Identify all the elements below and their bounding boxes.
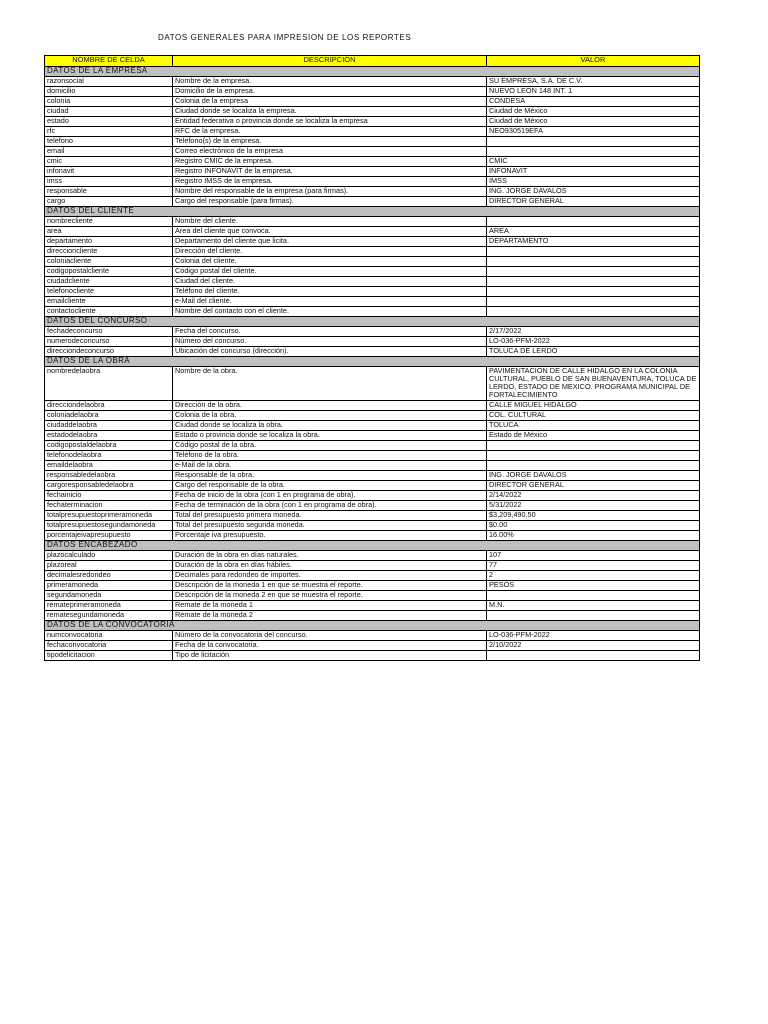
cell-name: ciudadcliente <box>45 277 173 287</box>
cell-name: coloniacliente <box>45 257 173 267</box>
cell-name: nombredelaobra <box>45 367 173 401</box>
cell-name: porcentajeivapresupuesto <box>45 531 173 541</box>
cell-value: 5/31/2022 <box>487 501 700 511</box>
table-body <box>45 67 700 661</box>
data-table <box>44 55 700 661</box>
cell-description: Teléfono del cliente. <box>173 287 487 297</box>
column-header-descripcion: DESCRIPCION <box>173 56 487 67</box>
cell-description: Nombre del cliente. <box>173 217 487 227</box>
table-row <box>45 401 700 411</box>
section-header <box>45 207 700 217</box>
table-row <box>45 137 700 147</box>
cell-description: Responsable de la obra. <box>173 471 487 481</box>
table-row <box>45 307 700 317</box>
cell-description: Código postal de la obra. <box>173 441 487 451</box>
cell-name: tipodelicitacion <box>45 651 173 661</box>
cell-value <box>487 247 700 257</box>
cell-description: Cargo del responsable (para firmas). <box>173 197 487 207</box>
cell-description: Porcentaje iva presupuesto. <box>173 531 487 541</box>
cell-value: COL. CULTURAL <box>487 411 700 421</box>
column-header-nombre: NOMBRE DE CELDA <box>45 56 173 67</box>
cell-description: Telefono(s) de la empresa. <box>173 137 487 147</box>
table-row <box>45 227 700 237</box>
table-row <box>45 481 700 491</box>
cell-value: ING. JORGE DAVALOS <box>487 471 700 481</box>
cell-name: infonavit <box>45 167 173 177</box>
cell-name: numconvocatoria <box>45 631 173 641</box>
cell-description: Fecha de inicio de la obra (con 1 en programa de obra). <box>173 491 487 501</box>
cell-description: Colonia de la obra. <box>173 411 487 421</box>
table-row <box>45 611 700 621</box>
cell-value <box>487 461 700 471</box>
table-row <box>45 107 700 117</box>
table-row <box>45 97 700 107</box>
cell-value: DEPARTAMENTO <box>487 237 700 247</box>
table-row <box>45 651 700 661</box>
table-row <box>45 197 700 207</box>
cell-name: codigopostalcliente <box>45 267 173 277</box>
cell-description: Nombre del contacto con el cliente. <box>173 307 487 317</box>
cell-description: Dirección de la obra. <box>173 401 487 411</box>
cell-name: ciudad <box>45 107 173 117</box>
cell-description: Duración de la obra en días hábiles. <box>173 561 487 571</box>
table-row <box>45 177 700 187</box>
table-row <box>45 421 700 431</box>
table-row <box>45 157 700 167</box>
cell-name: email <box>45 147 173 157</box>
table-row <box>45 511 700 521</box>
cell-value: TOLUCA DE LERDO <box>487 347 700 357</box>
table-row <box>45 147 700 157</box>
table-row <box>45 217 700 227</box>
cell-value: LO-036-PFM-2022 <box>487 337 700 347</box>
cell-description: Correo electrónico de la empresa <box>173 147 487 157</box>
cell-description: Ciudad donde se localiza la empresa. <box>173 107 487 117</box>
table-row <box>45 521 700 531</box>
cell-value <box>487 287 700 297</box>
cell-name: departamento <box>45 237 173 247</box>
cell-value: LO-036-PFM-2022 <box>487 631 700 641</box>
cell-name: remateprimeramoneda <box>45 601 173 611</box>
cell-name: primeramoneda <box>45 581 173 591</box>
cell-description: Remate de la moneda 1 <box>173 601 487 611</box>
section-title: DATOS DE LA OBRA <box>45 357 700 367</box>
cell-value: Ciudad de México <box>487 107 700 117</box>
cell-value: DIRECTOR GENERAL <box>487 481 700 491</box>
cell-value: PESOS <box>487 581 700 591</box>
cell-value: AREA <box>487 227 700 237</box>
cell-description: Colonia del cliente. <box>173 257 487 267</box>
section-title: DATOS DE LA CONVOCATORIA <box>45 621 700 631</box>
cell-name: segundamoneda <box>45 591 173 601</box>
cell-name: cargo <box>45 197 173 207</box>
table-row <box>45 267 700 277</box>
cell-value: NUEVO LEON 148 INT. 1 <box>487 87 700 97</box>
section-header <box>45 67 700 77</box>
cell-name: codigopostaldelaobra <box>45 441 173 451</box>
cell-value: 2 <box>487 571 700 581</box>
section-title: DATOS DEL CONCURSO <box>45 317 700 327</box>
table-row <box>45 451 700 461</box>
cell-description: Colonia de la empresa <box>173 97 487 107</box>
table-row <box>45 561 700 571</box>
table-row <box>45 491 700 501</box>
cell-value <box>487 267 700 277</box>
cell-name: responsabledelaobra <box>45 471 173 481</box>
cell-value <box>487 441 700 451</box>
cell-description: Fecha de terminación de la obra (con 1 en programa de obra). <box>173 501 487 511</box>
table-row <box>45 367 700 401</box>
cell-name: nombrecliente <box>45 217 173 227</box>
cell-value <box>487 147 700 157</box>
table-row <box>45 501 700 511</box>
cell-description: Remate de la moneda 2 <box>173 611 487 621</box>
table-row <box>45 327 700 337</box>
cell-value: CALLE MIGUEL HIDALGO <box>487 401 700 411</box>
cell-name: fechaconvocatoria <box>45 641 173 651</box>
section-title: DATOS DE LA EMPRESA <box>45 67 700 77</box>
cell-value <box>487 297 700 307</box>
cell-description: Teléfono de la obra. <box>173 451 487 461</box>
table-row <box>45 461 700 471</box>
cell-description: Nombre de la obra. <box>173 367 487 401</box>
cell-name: cmic <box>45 157 173 167</box>
cell-value: ING. JORGE DAVALOS <box>487 187 700 197</box>
cell-name: rematesegundamoneda <box>45 611 173 621</box>
table-row <box>45 257 700 267</box>
table-row <box>45 247 700 257</box>
cell-name: rfc <box>45 127 173 137</box>
cell-name: emailcliente <box>45 297 173 307</box>
cell-name: fechaterminacion <box>45 501 173 511</box>
cell-value: Estado de México <box>487 431 700 441</box>
cell-name: plazoreal <box>45 561 173 571</box>
cell-value: 2/14/2022 <box>487 491 700 501</box>
cell-value: 2/10/2022 <box>487 641 700 651</box>
cell-name: estado <box>45 117 173 127</box>
cell-name: direcciondeconcurso <box>45 347 173 357</box>
cell-value <box>487 591 700 601</box>
section-header <box>45 621 700 631</box>
cell-description: Tipo de licitación <box>173 651 487 661</box>
cell-description: Ciudad donde se localiza la obra. <box>173 421 487 431</box>
cell-description: Area del cliente que convoca. <box>173 227 487 237</box>
cell-description: Total del presupuesto primera moneda. <box>173 511 487 521</box>
table-row <box>45 441 700 451</box>
cell-description: Entidad federativa o provincia donde se localiza la empresa <box>173 117 487 127</box>
table-row <box>45 641 700 651</box>
cell-value: INFONAVIT <box>487 167 700 177</box>
cell-value: 77 <box>487 561 700 571</box>
section-header <box>45 541 700 551</box>
section-header <box>45 357 700 367</box>
cell-description: Registro IMSS de la empresa. <box>173 177 487 187</box>
table-row <box>45 551 700 561</box>
cell-value <box>487 451 700 461</box>
cell-description: Código postal del cliente. <box>173 267 487 277</box>
cell-name: totalpresupuestoprimeramoneda <box>45 511 173 521</box>
cell-description: Descripción de la moneda 2 en que se muestra el reporte. <box>173 591 487 601</box>
page-title: DATOS GENERALES PARA IMPRESION DE LOS REPORTES <box>158 33 412 42</box>
cell-name: direcciondelaobra <box>45 401 173 411</box>
cell-value: CMIC <box>487 157 700 167</box>
cell-value: 2/17/2022 <box>487 327 700 337</box>
table-row <box>45 77 700 87</box>
cell-value: NEO930519EFA <box>487 127 700 137</box>
cell-name: fechadeconcurso <box>45 327 173 337</box>
cell-value: TOLUCA <box>487 421 700 431</box>
cell-name: razonsocial <box>45 77 173 87</box>
cell-value <box>487 277 700 287</box>
cell-value: $0.00 <box>487 521 700 531</box>
cell-value: 16.00% <box>487 531 700 541</box>
table-row <box>45 531 700 541</box>
cell-name: decimalesredondeo <box>45 571 173 581</box>
cell-value: PAVIMENTACION DE CALLE HIDALGO EN LA COLONIA CULTURAL, PUEBLO DE SAN BUENAVENTURA, TOLUCA DE LERDO, ESTADO DE MEXICO. PROGRAMA MUNICIPAL DE FORTALECIMIENTO <box>487 367 700 401</box>
table-row <box>45 431 700 441</box>
column-header-valor: VALOR <box>487 56 700 67</box>
table-row <box>45 287 700 297</box>
cell-name: numerodeconcurso <box>45 337 173 347</box>
cell-description: Ciudad del cliente. <box>173 277 487 287</box>
section-title: DATOS DEL CLIENTE <box>45 207 700 217</box>
table-row <box>45 571 700 581</box>
cell-value: $3,209,490.50 <box>487 511 700 521</box>
cell-value: 107 <box>487 551 700 561</box>
table-row <box>45 411 700 421</box>
cell-name: responsable <box>45 187 173 197</box>
cell-name: cargoresponsabledelaobra <box>45 481 173 491</box>
cell-description: RFC de la empresa. <box>173 127 487 137</box>
cell-value: M.N. <box>487 601 700 611</box>
table-row <box>45 347 700 357</box>
table-row <box>45 187 700 197</box>
table-row <box>45 167 700 177</box>
cell-description: Duración de la obra en días naturales. <box>173 551 487 561</box>
table-row <box>45 591 700 601</box>
cell-description: Nombre de la empresa. <box>173 77 487 87</box>
table-row <box>45 117 700 127</box>
cell-value: IMSS <box>487 177 700 187</box>
cell-description: Decimales para redondeo de importes. <box>173 571 487 581</box>
cell-value <box>487 217 700 227</box>
cell-name: emaildelaobra <box>45 461 173 471</box>
cell-value <box>487 651 700 661</box>
cell-description: Estado o provincia donde se localiza la obra. <box>173 431 487 441</box>
cell-description: Departamento del cliente que licita. <box>173 237 487 247</box>
cell-description: Fecha de la convocatoria. <box>173 641 487 651</box>
cell-value: SU EMPRESA, S.A. DE C.V. <box>487 77 700 87</box>
cell-name: telefonocliente <box>45 287 173 297</box>
section-title: DATOS ENCABEZADO <box>45 541 700 551</box>
cell-name: area <box>45 227 173 237</box>
table-row <box>45 277 700 287</box>
cell-description: Número de la convocatoria del concurso. <box>173 631 487 641</box>
cell-name: direccioncliente <box>45 247 173 257</box>
cell-value <box>487 137 700 147</box>
table-row <box>45 601 700 611</box>
table-row <box>45 87 700 97</box>
cell-value <box>487 257 700 267</box>
cell-description: Registro INFONAVIT de la empresa. <box>173 167 487 177</box>
cell-name: plazocalculado <box>45 551 173 561</box>
cell-description: Ubicación del concurso (dirección). <box>173 347 487 357</box>
table-row <box>45 337 700 347</box>
cell-name: imss <box>45 177 173 187</box>
cell-value: CONDESA <box>487 97 700 107</box>
cell-description: Domicilio de la empresa. <box>173 87 487 97</box>
section-header <box>45 317 700 327</box>
cell-name: coloniadelaobra <box>45 411 173 421</box>
table-row <box>45 471 700 481</box>
cell-value <box>487 307 700 317</box>
cell-value: Ciudad de México <box>487 117 700 127</box>
cell-name: telefonodelaobra <box>45 451 173 461</box>
cell-description: Descripción de la moneda 1 en que se muestra el reporte. <box>173 581 487 591</box>
table-row <box>45 581 700 591</box>
cell-value: DIRECTOR GENERAL <box>487 197 700 207</box>
cell-description: e-Mail del cliente. <box>173 297 487 307</box>
cell-description: Dirección del cliente. <box>173 247 487 257</box>
cell-name: estadodelaobra <box>45 431 173 441</box>
cell-description: Nombre del responsable de la empresa (para firmas). <box>173 187 487 197</box>
cell-description: Total del presupuesto segunda moneda. <box>173 521 487 531</box>
table-row <box>45 297 700 307</box>
cell-name: ciudaddelaobra <box>45 421 173 431</box>
cell-description: e-Mail de la obra. <box>173 461 487 471</box>
cell-name: domicilio <box>45 87 173 97</box>
cell-description: Registro CMIC de la empresa. <box>173 157 487 167</box>
table-row <box>45 127 700 137</box>
cell-name: fechainicio <box>45 491 173 501</box>
cell-description: Cargo del responsable de la obra. <box>173 481 487 491</box>
cell-name: colonia <box>45 97 173 107</box>
cell-description: Fecha del concurso. <box>173 327 487 337</box>
header-row <box>45 56 700 67</box>
cell-name: totalpresupuestosegundamoneda <box>45 521 173 531</box>
table-row <box>45 631 700 641</box>
cell-name: contactocliente <box>45 307 173 317</box>
table-row <box>45 237 700 247</box>
cell-description: Número del concurso. <box>173 337 487 347</box>
cell-name: telefono <box>45 137 173 147</box>
cell-value <box>487 611 700 621</box>
